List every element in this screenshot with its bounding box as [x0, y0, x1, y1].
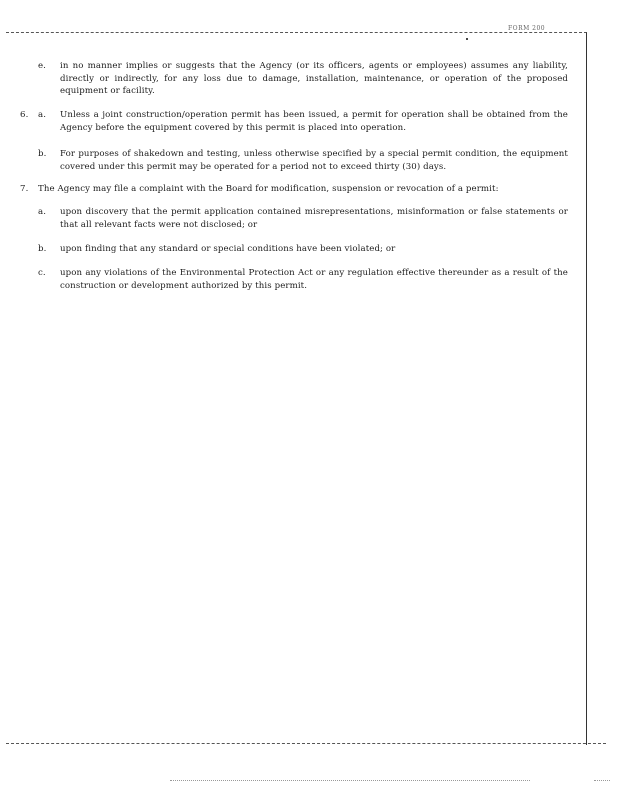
scan-footer-artifact	[170, 780, 530, 781]
item-marker: b.	[38, 149, 47, 159]
item-text: The Agency may file a complaint with the Board for modification, suspension or revocation of a permit:	[38, 184, 499, 194]
item-text: in no manner implies or suggests that the Agency (or its officers, agents or employees) assumes any liability, directly or indirectly, for any loss due to damage, installation, maintenance, or operation of the proposed equipment or facility.	[60, 61, 568, 96]
page-border	[6, 32, 587, 745]
item-marker: c.	[38, 268, 46, 278]
item-text: upon any violations of the Environmental Protection Act or any regulation effective thereunder as a result of the construction or development authorized by this permit.	[60, 268, 568, 291]
item-marker: a.	[38, 110, 47, 120]
scan-artifact	[466, 38, 468, 40]
item-number: 7.	[20, 184, 29, 194]
page-bottom-rule	[6, 743, 606, 744]
item-number: 6.	[20, 110, 29, 120]
item-marker: e.	[38, 61, 47, 71]
item-text: For purposes of shakedown and testing, unless otherwise specified by a special permit condition, the equipment covered under this permit may be operated for a period not to exceed thirty (30) days.	[60, 149, 568, 172]
item-text: upon discovery that the permit application contained misrepresentations, misinformation or false statements or that all relevant facts were not disclosed; or	[60, 207, 568, 230]
item-text: Unless a joint construction/operation permit has been issued, a permit for operation shall be obtained from the Agency before the equipment covered by this permit is placed into operation.	[60, 110, 568, 133]
item-marker: a.	[38, 207, 47, 217]
form-header-mark: FORM 200	[508, 25, 546, 32]
scan-footer-artifact	[594, 780, 610, 781]
item-marker: b.	[38, 244, 47, 254]
item-text: upon finding that any standard or special conditions have been violated; or	[60, 244, 396, 254]
